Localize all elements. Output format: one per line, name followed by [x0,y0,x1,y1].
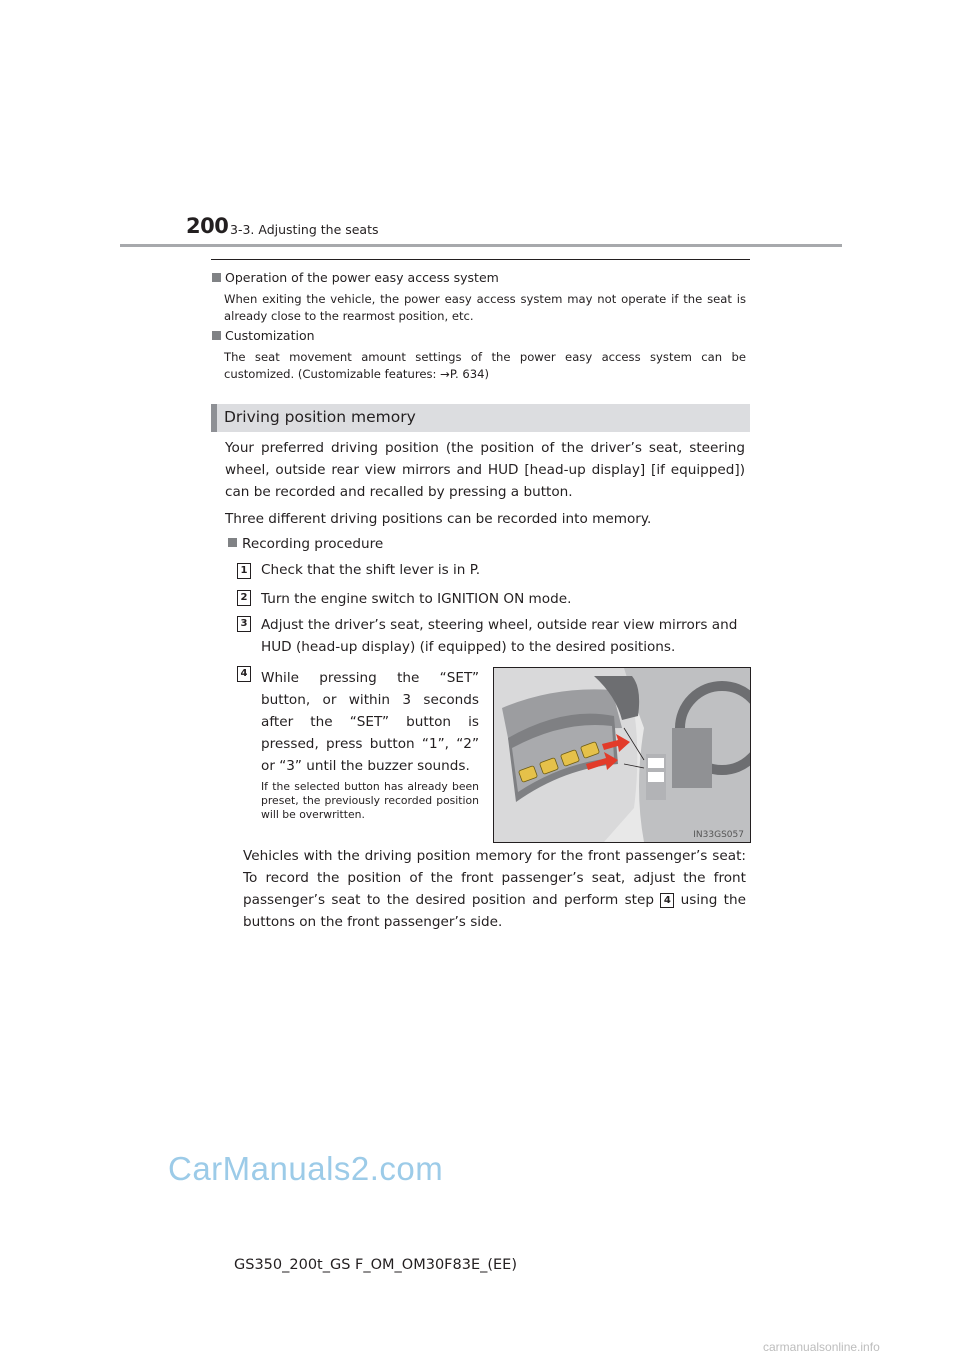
step-number-box: 1 [237,563,251,579]
step-number-box: 4 [237,666,251,682]
note-title-customization: Customization [212,328,315,343]
figure-code: IN33GS057 [693,830,744,840]
memory-buttons-illustration [493,667,751,843]
step-number-box: 2 [237,590,251,606]
heading-accent [211,404,217,432]
section-title: 3-3. Adjusting the seats [230,222,379,237]
section-heading [211,404,750,432]
intro-paragraph: Your preferred driving position (the position of the driver’s seat, steering wheel, outside rear view mirrors and HUD [head-up display] [if equipped]) can be recorded and recalled by pressing a button. [225,440,745,500]
square-bullet-icon [212,331,221,340]
watermark-logo: CarManuals2.com [168,1150,444,1187]
footer-code: GS350_200t_GS F_OM_OM30F83E_(EE) [234,1257,518,1273]
page-number: 200 [186,214,229,238]
square-bullet-icon [228,538,237,547]
header-rule [120,244,842,247]
step-text: While pressing the “SET” button, or within 3 seconds after the “SET” button is pressed, press button “1”, “2” or “3” until the buzzer sounds. [261,670,479,774]
note-title-easy-access: Operation of the power easy access system [212,270,499,285]
intro-paragraph-memory: Three different driving positions can be recorded into memory. [225,511,652,527]
footer-site: carmanualsonline.info [763,1340,880,1354]
step-reference-box: 4 [660,893,674,908]
door-panel-illustration [494,668,750,842]
note-body-customization: The seat movement amount settings of the power easy access system can be customized. (Customizable features: →P. 634) [224,350,746,381]
recording-procedure-title: Recording procedure [228,536,383,552]
square-bullet-icon [212,273,221,282]
step-note: If the selected button has already been preset, the previously recorded position will be overwritten. [261,780,479,821]
top-rule [211,259,750,260]
step-number-box: 3 [237,616,251,632]
passenger-paragraph: Vehicles with the driving position memory for the front passenger’s seat: To record the position of the front passenger’s seat, adjust the front passenger’s seat to the desired position and perform step 4 using the buttons on the front passenger’s side. [243,848,746,930]
step-text: Adjust the driver’s seat, steering wheel, outside rear view mirrors and HUD (head-up display) (if equipped) to the desired positions. [261,617,738,655]
note-body-easy-access: When exiting the vehicle, the power easy access system may not operate if the seat is already close to the rearmost position, etc. [224,292,746,323]
step-text: Turn the engine switch to IGNITION ON mode. [261,591,572,607]
step-text: Check that the shift lever is in P. [261,562,481,578]
heading-text: Driving position memory [224,408,416,426]
